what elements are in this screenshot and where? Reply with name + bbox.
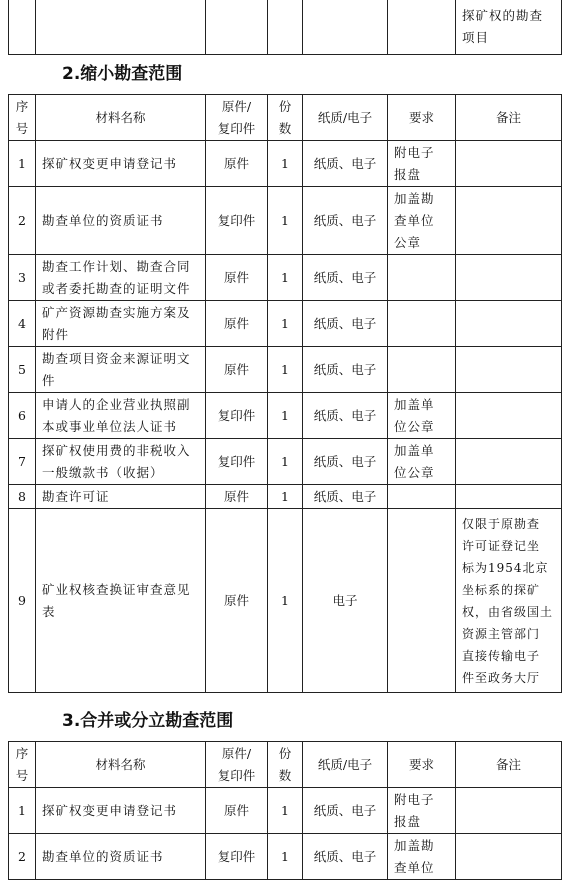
row-req: 附电子 报盘 bbox=[388, 788, 456, 834]
row-medium: 纸质、电子 bbox=[303, 439, 388, 485]
row-req bbox=[388, 301, 456, 347]
row-req: 加盖单 位公章 bbox=[388, 393, 456, 439]
header-req: 要求 bbox=[388, 742, 456, 788]
row-name: 矿产资源勘查实施方案及 附件 bbox=[36, 301, 206, 347]
row-note bbox=[456, 788, 562, 834]
row-name: 勘查许可证 bbox=[36, 485, 206, 509]
row-medium: 纸质、电子 bbox=[303, 187, 388, 255]
section-2-title: 2.缩小勘查范围 bbox=[62, 64, 183, 84]
prev-table bbox=[8, 0, 562, 55]
row-name: 探矿权变更申请登记书 bbox=[36, 788, 206, 834]
row-name: 勘查单位的资质证书 bbox=[36, 834, 206, 880]
row-name: 申请人的企业营业执照副 本或事业单位法人证书 bbox=[36, 393, 206, 439]
row-seq: 2 bbox=[9, 834, 36, 880]
row-req: 加盖勘 查单位 公章 bbox=[388, 187, 456, 255]
row-seq: 3 bbox=[9, 255, 36, 301]
row-orig: 复印件 bbox=[206, 439, 268, 485]
row-req: 附电子 报盘 bbox=[388, 141, 456, 187]
row-seq: 1 bbox=[9, 788, 36, 834]
header-req: 要求 bbox=[388, 95, 456, 141]
row-seq: 2 bbox=[9, 187, 36, 255]
row-orig: 原件 bbox=[206, 509, 268, 693]
table-row bbox=[9, 255, 562, 301]
row-seq: 5 bbox=[9, 347, 36, 393]
row-req: 加盖勘 查单位 bbox=[388, 834, 456, 880]
row-name: 勘查项目资金来源证明文 件 bbox=[36, 347, 206, 393]
header-medium: 纸质/电子 bbox=[303, 95, 388, 141]
table-row bbox=[9, 393, 562, 439]
row-note bbox=[456, 834, 562, 880]
row-note bbox=[456, 393, 562, 439]
row-name: 勘查工作计划、勘查合同 或者委托勘查的证明文件 bbox=[36, 255, 206, 301]
row-medium: 电子 bbox=[303, 509, 388, 693]
row-count: 1 bbox=[268, 485, 303, 509]
header-orig: 原件/ 复印件 bbox=[206, 95, 268, 141]
row-medium: 纸质、电子 bbox=[303, 255, 388, 301]
row-note bbox=[456, 301, 562, 347]
row-seq: 4 bbox=[9, 301, 36, 347]
row-medium: 纸质、电子 bbox=[303, 301, 388, 347]
table-row bbox=[9, 834, 562, 880]
header-medium: 纸质/电子 bbox=[303, 742, 388, 788]
header-name: 材料名称 bbox=[36, 742, 206, 788]
row-note bbox=[456, 347, 562, 393]
row-orig: 原件 bbox=[206, 255, 268, 301]
row-note bbox=[456, 255, 562, 301]
row-medium: 纸质、电子 bbox=[303, 485, 388, 509]
row-medium: 纸质、电子 bbox=[303, 347, 388, 393]
header-count: 份 数 bbox=[268, 742, 303, 788]
header-orig: 原件/ 复印件 bbox=[206, 742, 268, 788]
table-row bbox=[9, 301, 562, 347]
row-orig: 复印件 bbox=[206, 393, 268, 439]
header-name: 材料名称 bbox=[36, 95, 206, 141]
header-note: 备注 bbox=[456, 742, 562, 788]
table-row bbox=[9, 788, 562, 834]
row-count: 1 bbox=[268, 187, 303, 255]
row-orig: 复印件 bbox=[206, 187, 268, 255]
row-count: 1 bbox=[268, 439, 303, 485]
row-count: 1 bbox=[268, 301, 303, 347]
table-row bbox=[9, 347, 562, 393]
table-header-row bbox=[9, 95, 562, 141]
row-note bbox=[456, 439, 562, 485]
row-seq: 8 bbox=[9, 485, 36, 509]
row-orig: 原件 bbox=[206, 485, 268, 509]
section-3-title: 3.合并或分立勘查范围 bbox=[62, 711, 234, 731]
row-medium: 纸质、电子 bbox=[303, 788, 388, 834]
header-seq: 序 号 bbox=[9, 95, 36, 141]
row-seq: 7 bbox=[9, 439, 36, 485]
table-row bbox=[9, 187, 562, 255]
row-count: 1 bbox=[268, 141, 303, 187]
prev-table-note: 探矿权的勘查 项目 bbox=[456, 0, 562, 55]
row-note bbox=[456, 485, 562, 509]
row-count: 1 bbox=[268, 347, 303, 393]
table-row bbox=[9, 485, 562, 509]
row-orig: 原件 bbox=[206, 788, 268, 834]
table-row bbox=[9, 439, 562, 485]
header-count: 份 数 bbox=[268, 95, 303, 141]
table-header-row bbox=[9, 742, 562, 788]
row-req bbox=[388, 347, 456, 393]
row-note: 仅限于原勘查 许可证登记坐 标为1954北京 坐标系的探矿 权，由省级国土 资源主管部门 直接传输电子 件至政务大厅 bbox=[456, 509, 562, 693]
row-note bbox=[456, 187, 562, 255]
row-note bbox=[456, 141, 562, 187]
row-name: 探矿权使用费的非税收入 一般缴款书（收据） bbox=[36, 439, 206, 485]
row-count: 1 bbox=[268, 788, 303, 834]
row-medium: 纸质、电子 bbox=[303, 141, 388, 187]
row-name: 勘查单位的资质证书 bbox=[36, 187, 206, 255]
row-seq: 1 bbox=[9, 141, 36, 187]
table-row bbox=[9, 509, 562, 693]
header-note: 备注 bbox=[456, 95, 562, 141]
row-orig: 原件 bbox=[206, 301, 268, 347]
row-req bbox=[388, 255, 456, 301]
row-medium: 纸质、电子 bbox=[303, 393, 388, 439]
row-count: 1 bbox=[268, 509, 303, 693]
section-2-table bbox=[8, 94, 562, 693]
row-seq: 9 bbox=[9, 509, 36, 693]
table-row bbox=[9, 141, 562, 187]
row-req bbox=[388, 509, 456, 693]
row-orig: 复印件 bbox=[206, 834, 268, 880]
row-count: 1 bbox=[268, 393, 303, 439]
row-req: 加盖单 位公章 bbox=[388, 439, 456, 485]
row-count: 1 bbox=[268, 834, 303, 880]
section-3-table bbox=[8, 741, 562, 880]
row-req bbox=[388, 485, 456, 509]
header-seq: 序 号 bbox=[9, 742, 36, 788]
row-seq: 6 bbox=[9, 393, 36, 439]
row-orig: 原件 bbox=[206, 141, 268, 187]
row-count: 1 bbox=[268, 255, 303, 301]
row-medium: 纸质、电子 bbox=[303, 834, 388, 880]
row-orig: 原件 bbox=[206, 347, 268, 393]
row-name: 探矿权变更申请登记书 bbox=[36, 141, 206, 187]
row-name: 矿业权核查换证审查意见 表 bbox=[36, 509, 206, 693]
